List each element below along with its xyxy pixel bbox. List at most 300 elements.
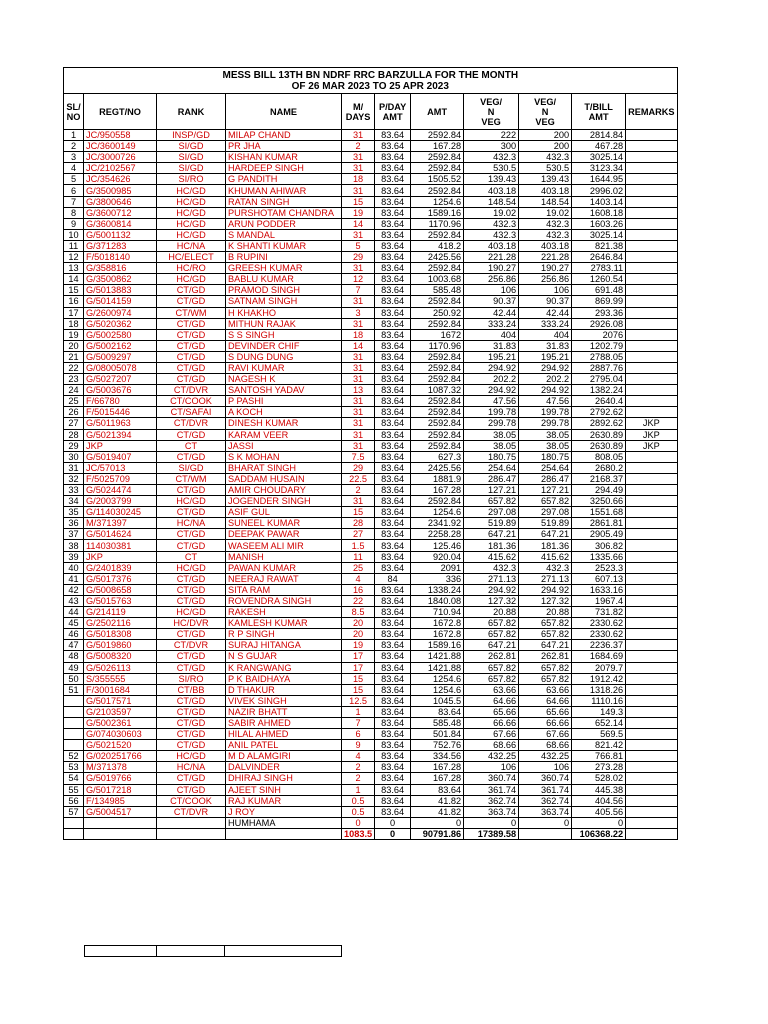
cell-veg: 299.78 [464, 418, 519, 429]
cell-days: 28 [342, 518, 375, 529]
cell-remarks [626, 717, 677, 728]
cell-regt: G/5014624 [84, 529, 157, 540]
cell-tbill: 294.49 [572, 485, 626, 496]
cell-tbill: 2076 [572, 329, 626, 340]
cell-nveg: 127.21 [519, 485, 572, 496]
cell-pday: 83.64 [375, 562, 411, 573]
cell-veg: 256.86 [464, 274, 519, 285]
cell-pday: 83.64 [375, 240, 411, 251]
table-row [64, 296, 678, 307]
table-row [64, 252, 678, 263]
table-row [64, 440, 678, 451]
blank-signature-boxes [84, 945, 342, 957]
table-row [64, 551, 678, 562]
cell-days: 12 [342, 274, 375, 285]
cell-tbill: 306.82 [572, 540, 626, 551]
cell-regt: G/5013883 [84, 285, 157, 296]
cell-tbill: 607.13 [572, 573, 626, 584]
cell-pday: 83.64 [375, 362, 411, 373]
cell-name: ROVENDRA SINGH [226, 595, 342, 606]
cell-amt: 2592.84 [411, 407, 464, 418]
cell-nveg: 657.82 [519, 673, 572, 684]
table-row [64, 573, 678, 584]
cell-nveg: 647.21 [519, 529, 572, 540]
cell-amt: 1589.16 [411, 640, 464, 651]
cell-name: SURAJ HITANGA [226, 640, 342, 651]
cell-pday: 83.64 [375, 307, 411, 318]
cell-days: 4 [342, 573, 375, 584]
cell-sl: 17 [64, 307, 84, 318]
cell-sl: 53 [64, 762, 84, 773]
cell-rank: HC/GD [157, 229, 226, 240]
cell-days: 2 [342, 485, 375, 496]
cell-amt: 1421.88 [411, 651, 464, 662]
cell-sl: 42 [64, 584, 84, 595]
cell-regt: G/5021520 [84, 740, 157, 751]
cell-amt: 1338.24 [411, 584, 464, 595]
cell-name: MITHUN RAJAK [226, 318, 342, 329]
cell-remarks [626, 695, 677, 706]
cell-regt: G/5027207 [84, 374, 157, 385]
cell-rank: INSP/GD [157, 130, 226, 141]
cell-days: 15 [342, 507, 375, 518]
cell-amt: 1672.8 [411, 629, 464, 640]
cell-regt: F/5025709 [84, 473, 157, 484]
cell-days: 22.5 [342, 473, 375, 484]
cell-remarks [626, 806, 677, 817]
cell-days: 0.5 [342, 806, 375, 817]
cell-nveg: 65.66 [519, 706, 572, 717]
cell-rank: CT/GD [157, 740, 226, 751]
cell-tbill: 3025.14 [572, 229, 626, 240]
cell-nveg: 67.66 [519, 729, 572, 740]
table-row [64, 396, 678, 407]
cell-remarks [626, 263, 677, 274]
cell-nveg: 63.66 [519, 684, 572, 695]
cell-sl: 40 [64, 562, 84, 573]
cell-name: MILAP CHAND [226, 130, 342, 141]
cell-regt: JC/3600149 [84, 141, 157, 152]
cell-tbill: 2680.2 [572, 462, 626, 473]
cell-tbill: 445.38 [572, 784, 626, 795]
cell-remarks [626, 496, 677, 507]
cell-tbill: 731.82 [572, 607, 626, 618]
cell-nveg: 106 [519, 762, 572, 773]
table-row [64, 207, 678, 218]
cell-name: VIVEK SINGH [226, 695, 342, 706]
cell-nveg: 363.74 [519, 806, 572, 817]
cell-regt: G/2003799 [84, 496, 157, 507]
cell-name: SATNAM SINGH [226, 296, 342, 307]
cell-name: K RANGWANG [226, 662, 342, 673]
cell-nveg: 127.32 [519, 595, 572, 606]
table-row [64, 473, 678, 484]
cell-remarks [626, 130, 677, 141]
cell-veg: 90.37 [464, 296, 519, 307]
cell-rank: CT/GD [157, 351, 226, 362]
cell-days: 7 [342, 717, 375, 728]
table-row [64, 274, 678, 285]
table-row [64, 263, 678, 274]
cell-sl: 15 [64, 285, 84, 296]
cell-amt: 83.64 [411, 784, 464, 795]
cell-nveg: 286.47 [519, 473, 572, 484]
cell-rank: CT/WM [157, 307, 226, 318]
cell-remarks [626, 174, 677, 185]
cell-sl: 34 [64, 496, 84, 507]
table-row [64, 640, 678, 651]
cell-rank: CT/GD [157, 773, 226, 784]
cell-days: 8.5 [342, 607, 375, 618]
cell-tbill: 821.38 [572, 240, 626, 251]
cell-tbill: 1260.54 [572, 274, 626, 285]
table-row [64, 651, 678, 662]
cell-remarks [626, 651, 677, 662]
cell-regt: G/5017376 [84, 573, 157, 584]
cell-tbill: 2523.3 [572, 562, 626, 573]
cell-rank: CT/GD [157, 706, 226, 717]
cell-veg: 647.21 [464, 640, 519, 651]
cell-nveg: 38.05 [519, 440, 572, 451]
cell-amt: 2592.84 [411, 163, 464, 174]
cell-veg: 20.88 [464, 607, 519, 618]
cell-veg: 68.66 [464, 740, 519, 751]
cell-pday: 83.64 [375, 163, 411, 174]
cell-amt: 2592.84 [411, 418, 464, 429]
cell-amt: 710.94 [411, 607, 464, 618]
cell-amt: 2091 [411, 562, 464, 573]
cell-tbill: 821.42 [572, 740, 626, 751]
cell-amt: 167.28 [411, 773, 464, 784]
cell-tbill: 869.99 [572, 296, 626, 307]
cell-regt: F/66780 [84, 396, 157, 407]
header-nveg: VEG/ N VEG [519, 94, 572, 130]
cell-remarks [626, 351, 677, 362]
cell-name: ASIF GUL [226, 507, 342, 518]
cell-regt: S/355555 [84, 673, 157, 684]
cell-name: JASSI [226, 440, 342, 451]
cell-remarks [626, 374, 677, 385]
cell-name: M D ALAMGIRI [226, 751, 342, 762]
cell-tbill: 3123.34 [572, 163, 626, 174]
cell-veg: 127.32 [464, 595, 519, 606]
cell-pday: 83.64 [375, 773, 411, 784]
cell-veg: 657.82 [464, 618, 519, 629]
cell-sl: 12 [64, 252, 84, 263]
cell-name: R P SINGH [226, 629, 342, 640]
cell-remarks [626, 196, 677, 207]
cell-regt: G/3800646 [84, 196, 157, 207]
cell-regt: G/5002580 [84, 329, 157, 340]
cell-rank [157, 817, 226, 828]
cell-tbill: 293.36 [572, 307, 626, 318]
cell-regt: G/5015763 [84, 595, 157, 606]
cell-pday: 0 [375, 817, 411, 828]
cell-tbill: 1603.26 [572, 218, 626, 229]
cell-veg: 38.05 [464, 429, 519, 440]
cell-remarks [626, 673, 677, 684]
total-nveg [519, 828, 572, 839]
table-row [64, 595, 678, 606]
cell-name: RAKESH [226, 607, 342, 618]
cell-nveg: 200 [519, 141, 572, 152]
cell-tbill: 2783.11 [572, 263, 626, 274]
cell-name: PRAMOD SINGH [226, 285, 342, 296]
cell-rank: HC/GD [157, 607, 226, 618]
cell-sl [64, 729, 84, 740]
cell-amt: 167.28 [411, 762, 464, 773]
cell-nveg: 68.66 [519, 740, 572, 751]
table-row [64, 584, 678, 595]
cell-tbill: 1551.68 [572, 507, 626, 518]
cell-amt: 41.82 [411, 795, 464, 806]
cell-sl: 1 [64, 130, 84, 141]
cell-name: MANISH [226, 551, 342, 562]
cell-veg: 294.92 [464, 584, 519, 595]
cell-days: 17 [342, 651, 375, 662]
cell-nveg: 403.18 [519, 240, 572, 251]
cell-pday: 83.64 [375, 418, 411, 429]
blank-box [85, 946, 157, 957]
cell-rank: CT/GD [157, 296, 226, 307]
cell-days: 13 [342, 385, 375, 396]
cell-tbill: 528.02 [572, 773, 626, 784]
cell-nveg: 199.78 [519, 407, 572, 418]
cell-pday: 83.64 [375, 130, 411, 141]
table-row [64, 607, 678, 618]
table-row [64, 351, 678, 362]
cell-veg: 195.21 [464, 351, 519, 362]
cell-name: RAJ KUMAR [226, 795, 342, 806]
cell-rank: CT/DVR [157, 640, 226, 651]
cell-rank: CT/BB [157, 684, 226, 695]
cell-tbill: 2330.62 [572, 629, 626, 640]
cell-amt: 2592.84 [411, 263, 464, 274]
cell-regt: JC/354626 [84, 174, 157, 185]
cell-amt: 1170.96 [411, 340, 464, 351]
cell-days: 15 [342, 196, 375, 207]
cell-days: 31 [342, 163, 375, 174]
cell-amt: 2592.84 [411, 362, 464, 373]
header-veg: VEG/ N VEG [464, 94, 519, 130]
table-row [64, 307, 678, 318]
cell-amt: 585.48 [411, 717, 464, 728]
cell-remarks [626, 285, 677, 296]
table-row [64, 618, 678, 629]
cell-name: H KHAKHO [226, 307, 342, 318]
cell-veg: 519.89 [464, 518, 519, 529]
cell-pday: 83.64 [375, 396, 411, 407]
cell-veg: 271.13 [464, 573, 519, 584]
cell-name: D THAKUR [226, 684, 342, 695]
cell-days: 31 [342, 229, 375, 240]
cell-nveg: 519.89 [519, 518, 572, 529]
cell-pday: 83.64 [375, 174, 411, 185]
cell-amt: 920.04 [411, 551, 464, 562]
cell-remarks [626, 573, 677, 584]
cell-regt: G/5008320 [84, 651, 157, 662]
cell-amt: 1254.6 [411, 196, 464, 207]
cell-nveg: 38.05 [519, 429, 572, 440]
cell-nveg: 190.27 [519, 263, 572, 274]
cell-veg: 148.54 [464, 196, 519, 207]
cell-pday: 83.64 [375, 285, 411, 296]
cell-days: 31 [342, 396, 375, 407]
cell-nveg: 297.08 [519, 507, 572, 518]
table-row [64, 562, 678, 573]
cell-pday: 83.64 [375, 762, 411, 773]
cell-name: GREESH KUMAR [226, 263, 342, 274]
cell-amt: 336 [411, 573, 464, 584]
header-remarks: REMARKS [626, 94, 677, 130]
cell-sl: 19 [64, 329, 84, 340]
cell-sl: 57 [64, 806, 84, 817]
cell-remarks [626, 540, 677, 551]
cell-regt: G/5017571 [84, 695, 157, 706]
cell-name: PAWAN KUMAR [226, 562, 342, 573]
cell-name: SITA RAM [226, 584, 342, 595]
cell-rank: CT/GD [157, 451, 226, 462]
cell-sl: 46 [64, 629, 84, 640]
cell-nveg: 90.37 [519, 296, 572, 307]
cell-nveg: 139.43 [519, 174, 572, 185]
cell-sl: 11 [64, 240, 84, 251]
cell-tbill: 3025.14 [572, 152, 626, 163]
cell-veg: 181.36 [464, 540, 519, 551]
cell-remarks [626, 329, 677, 340]
cell-tbill: 1318.26 [572, 684, 626, 695]
cell-days: 31 [342, 296, 375, 307]
cell-rank: SI/GD [157, 141, 226, 152]
cell-days: 31 [342, 407, 375, 418]
cell-amt: 2592.84 [411, 496, 464, 507]
cell-amt: 125.46 [411, 540, 464, 551]
cell-remarks [626, 640, 677, 651]
cell-nveg: 64.66 [519, 695, 572, 706]
cell-days: 31 [342, 263, 375, 274]
cell-regt: G/2401839 [84, 562, 157, 573]
table-row [64, 340, 678, 351]
cell-nveg: 647.21 [519, 640, 572, 651]
cell-remarks [626, 817, 677, 828]
cell-pday: 83.64 [375, 618, 411, 629]
cell-remarks [626, 296, 677, 307]
cell-days: 15 [342, 684, 375, 695]
cell-tbill: 2330.62 [572, 618, 626, 629]
cell-sl: 6 [64, 185, 84, 196]
cell-sl: 45 [64, 618, 84, 629]
cell-rank: HC/NA [157, 240, 226, 251]
cell-name: KISHAN KUMAR [226, 152, 342, 163]
cell-amt: 1170.96 [411, 218, 464, 229]
cell-sl: 4 [64, 163, 84, 174]
table-row [64, 329, 678, 340]
bill-title [64, 68, 678, 94]
cell-sl: 13 [64, 263, 84, 274]
cell-tbill: 1335.66 [572, 551, 626, 562]
cell-days: 19 [342, 640, 375, 651]
cell-name: PURSHOTAM CHANDRA [226, 207, 342, 218]
cell-sl: 20 [64, 340, 84, 351]
cell-rank: CT/GD [157, 429, 226, 440]
cell-veg: 63.66 [464, 684, 519, 695]
cell-remarks [626, 595, 677, 606]
cell-veg: 221.28 [464, 252, 519, 263]
cell-rank: SI/GD [157, 152, 226, 163]
cell-remarks [626, 784, 677, 795]
cell-regt: G/2103597 [84, 706, 157, 717]
cell-pday: 83.64 [375, 451, 411, 462]
cell-pday: 83.64 [375, 507, 411, 518]
cell-name: HILAL AHMED [226, 729, 342, 740]
table-row [64, 507, 678, 518]
cell-rank: CT/GD [157, 285, 226, 296]
cell-days: 0.5 [342, 795, 375, 806]
cell-pday: 83.64 [375, 473, 411, 484]
cell-rank: HC/GD [157, 218, 226, 229]
cell-days: 18 [342, 329, 375, 340]
cell-remarks [626, 451, 677, 462]
cell-rank: HC/GD [157, 562, 226, 573]
cell-nveg: 360.74 [519, 773, 572, 784]
cell-amt: 1672 [411, 329, 464, 340]
cell-regt: G/3500862 [84, 274, 157, 285]
header-days: M/ DAYS [342, 94, 375, 130]
cell-days: 31 [342, 318, 375, 329]
cell-tbill: 2814.84 [572, 130, 626, 141]
cell-regt: G/5018308 [84, 629, 157, 640]
cell-sl: 21 [64, 351, 84, 362]
table-row [64, 385, 678, 396]
cell-remarks [626, 385, 677, 396]
cell-remarks [626, 396, 677, 407]
cell-tbill: 2795.04 [572, 374, 626, 385]
table-row [64, 174, 678, 185]
cell-regt: G/5001132 [84, 229, 157, 240]
cell-sl: 50 [64, 673, 84, 684]
table-row [64, 185, 678, 196]
cell-sl: 2 [64, 141, 84, 152]
cell-regt: G/5021394 [84, 429, 157, 440]
table-row [64, 629, 678, 640]
cell-veg: 190.27 [464, 263, 519, 274]
cell-regt: JC/2102567 [84, 163, 157, 174]
cell-name: K SHANTI KUMAR [226, 240, 342, 251]
table-row [64, 751, 678, 762]
cell-days: 16 [342, 584, 375, 595]
cell-pday: 83.64 [375, 440, 411, 451]
cell-amt: 1840.08 [411, 595, 464, 606]
cell-rank: HC/GD [157, 274, 226, 285]
cell-sl: 54 [64, 773, 84, 784]
cell-amt: 0 [411, 817, 464, 828]
cell-tbill: 2861.81 [572, 518, 626, 529]
cell-tbill: 766.81 [572, 751, 626, 762]
cell-pday: 83.64 [375, 385, 411, 396]
cell-remarks [626, 240, 677, 251]
cell-remarks [626, 795, 677, 806]
cell-sl [64, 740, 84, 751]
table-row [64, 418, 678, 429]
cell-nveg: 180.75 [519, 451, 572, 462]
cell-regt: G/5004517 [84, 806, 157, 817]
cell-remarks [626, 740, 677, 751]
cell-tbill: 149.3 [572, 706, 626, 717]
table-row [64, 684, 678, 695]
cell-days: 31 [342, 496, 375, 507]
cell-nveg: 202.2 [519, 374, 572, 385]
cell-veg: 180.75 [464, 451, 519, 462]
